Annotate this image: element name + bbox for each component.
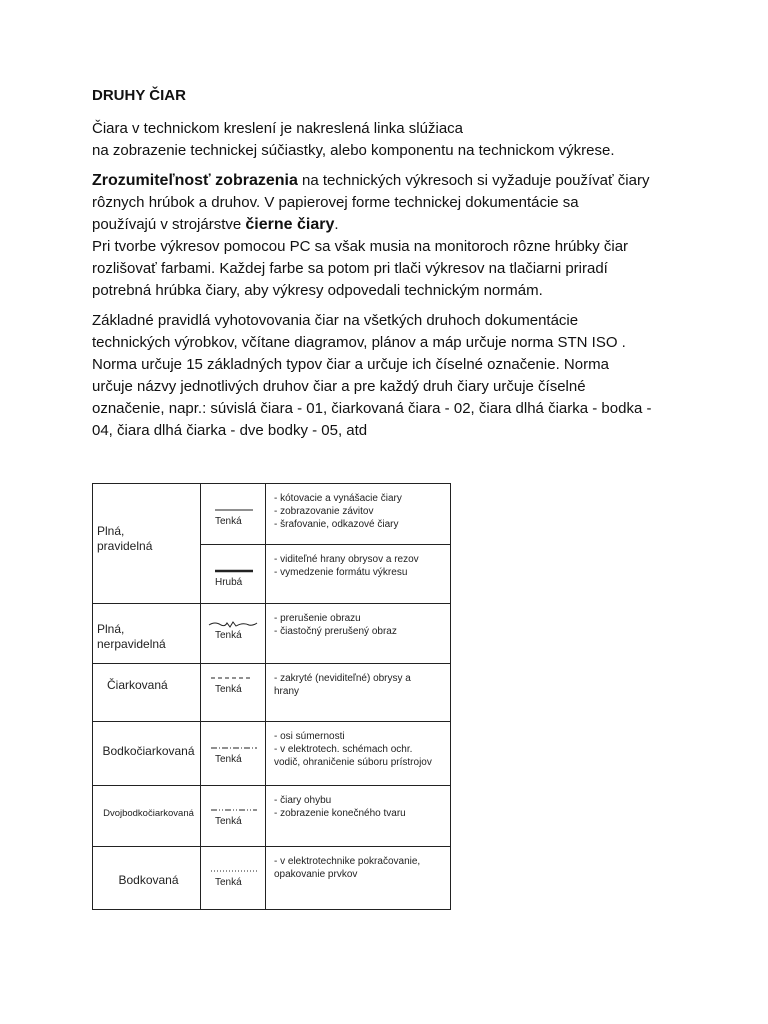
bold-phrase: čierne čiary bbox=[245, 216, 335, 233]
usage-item: - v elektrotechnike pokračovanie, bbox=[274, 856, 421, 867]
clarity-paragraph bbox=[92, 170, 692, 302]
line-usage-description bbox=[266, 545, 451, 604]
paragraph-line: určuje názvy jednotlivých druhov čiar a pre každý druh čiary určuje číselné bbox=[92, 378, 586, 395]
line-sample bbox=[201, 604, 266, 664]
line-type-name bbox=[93, 722, 201, 786]
line-sample-dotted bbox=[207, 867, 259, 875]
line-thickness-label: Tenká bbox=[215, 877, 242, 888]
document-title: DRUHY ČIAR bbox=[92, 87, 186, 104]
line-sample-solid-thick bbox=[207, 567, 259, 575]
paragraph-line: Čiara v technickom kreslení je nakreslená linka slúžiaca bbox=[92, 120, 464, 137]
paragraph-line: Základné pravidlá vyhotovovania čiar na všetkých druhoch dokumentácie bbox=[92, 312, 579, 329]
usage-item: hrany bbox=[274, 686, 300, 697]
usage-item: - vymedzenie formátu výkresu bbox=[274, 567, 408, 578]
line-usage-description bbox=[266, 786, 451, 847]
line-type-name bbox=[93, 847, 201, 910]
intro-paragraph bbox=[92, 118, 692, 162]
line-usage-description bbox=[266, 847, 451, 910]
usage-item: - čiary ohybu bbox=[274, 795, 332, 806]
paragraph-line: 04, čiara dlhá čiarka - dve bodky - 05, atd bbox=[92, 422, 368, 439]
bold-phrase: Zrozumiteľnosť zobrazenia bbox=[92, 172, 298, 189]
line-thickness-label: Tenká bbox=[215, 630, 242, 641]
line-thickness-label: Tenká bbox=[215, 754, 242, 765]
paragraph-line: na zobrazenie technickej súčiastky, alebo komponentu na technickom výkrese. bbox=[92, 142, 615, 159]
line-type-name-text: Bodkovaná bbox=[118, 873, 179, 887]
usage-item: opakovanie prvkov bbox=[274, 869, 358, 880]
line-thickness-label: Tenká bbox=[215, 516, 242, 527]
line-sample-dash-dot bbox=[207, 744, 259, 752]
table-row bbox=[93, 722, 451, 786]
line-thickness-label: Tenká bbox=[215, 684, 242, 695]
line-type-name-text: Dvojbodkočiarkovaná bbox=[103, 808, 194, 819]
paragraph-text: . bbox=[334, 216, 339, 233]
usage-item: - čiastočný prerušený obraz bbox=[274, 626, 397, 637]
line-usage-description bbox=[266, 664, 451, 722]
line-type-name bbox=[93, 484, 201, 604]
line-sample bbox=[201, 545, 266, 604]
usage-item: - šrafovanie, odkazové čiary bbox=[274, 519, 399, 530]
paragraph-line bbox=[92, 214, 692, 236]
line-thickness-label: Hrubá bbox=[215, 577, 243, 588]
usage-item: - viditeľné hrany obrysov a rezov bbox=[274, 554, 419, 565]
usage-item: - osi súmernosti bbox=[274, 731, 345, 742]
paragraph-line: Norma určuje 15 základných typov čiar a určuje ich číselné označenie. Norma bbox=[92, 356, 609, 373]
paragraph-text: používajú v strojárstve bbox=[92, 216, 246, 233]
table-row bbox=[93, 664, 451, 722]
line-sample-solid-thin bbox=[207, 506, 259, 514]
paragraph-line: Pri tvorbe výkresov pomocou PC sa však musia na monitoroch rôzne hrúbky čiar bbox=[92, 238, 629, 255]
paragraph-text: na technických výkresoch si vyžaduje používať čiary bbox=[297, 172, 650, 189]
usage-item: - prerušenie obrazu bbox=[274, 613, 361, 624]
table-row bbox=[93, 847, 451, 910]
line-sample bbox=[201, 847, 266, 910]
paragraph-line: potrebná hrúbka čiary, aby výkresy odpovedali technickým normám. bbox=[92, 282, 543, 299]
line-sample-freehand bbox=[207, 620, 259, 628]
line-usage-description bbox=[266, 484, 451, 545]
line-usage-description bbox=[266, 604, 451, 664]
line-sample bbox=[201, 722, 266, 786]
line-type-name-text: Bodkočiarkovaná bbox=[102, 744, 195, 758]
table-row bbox=[93, 604, 451, 664]
line-thickness-label: Tenká bbox=[215, 816, 242, 827]
line-type-name-text: Plná, bbox=[97, 622, 125, 636]
line-sample bbox=[201, 664, 266, 722]
usage-item: vodič, ohraničenie súboru prístrojov bbox=[274, 757, 432, 768]
line-sample bbox=[201, 786, 266, 847]
usage-item: - zobrazovanie závitov bbox=[274, 506, 374, 517]
line-type-name-text: Plná, bbox=[97, 524, 125, 538]
line-type-name-text: nerpavidelná bbox=[97, 637, 166, 651]
usage-item: - zakryté (neviditeľné) obrysy a bbox=[274, 673, 411, 684]
line-usage-description bbox=[266, 722, 451, 786]
line-sample-dash-dot-dot bbox=[207, 806, 259, 814]
usage-item: - v elektrotech. schémach ochr. bbox=[274, 744, 413, 755]
line-type-name-text: pravidelná bbox=[97, 539, 153, 553]
usage-item: - zobrazenie konečného tvaru bbox=[274, 808, 406, 819]
standards-paragraph bbox=[92, 310, 692, 442]
paragraph-line bbox=[92, 170, 692, 192]
line-sample-dashed bbox=[207, 674, 259, 682]
paragraph-line: označenie, napr.: súvislá čiara - 01, čiarkovaná čiara - 02, čiara dlhá čiarka - bodka - bbox=[92, 400, 652, 417]
line-types-table bbox=[92, 483, 451, 910]
line-type-name-text: Čiarkovaná bbox=[107, 678, 168, 692]
paragraph-line: rozlišovať farbami. Každej farbe sa potom pri tlači výkresov na tlačiarni priradí bbox=[92, 260, 608, 277]
line-type-name bbox=[93, 604, 201, 664]
table-row bbox=[93, 786, 451, 847]
usage-item: - kótovacie a vynášacie čiary bbox=[274, 493, 402, 504]
line-type-name bbox=[93, 786, 201, 847]
paragraph-line: rôznych hrúbok a druhov. V papierovej forme technickej dokumentácie sa bbox=[92, 194, 579, 211]
line-type-name bbox=[93, 664, 201, 722]
line-sample bbox=[201, 484, 266, 545]
table-row bbox=[93, 484, 451, 545]
paragraph-line: technických výrobkov, včítane diagramov, plánov a máp určuje norma STN ISO . bbox=[92, 334, 626, 351]
